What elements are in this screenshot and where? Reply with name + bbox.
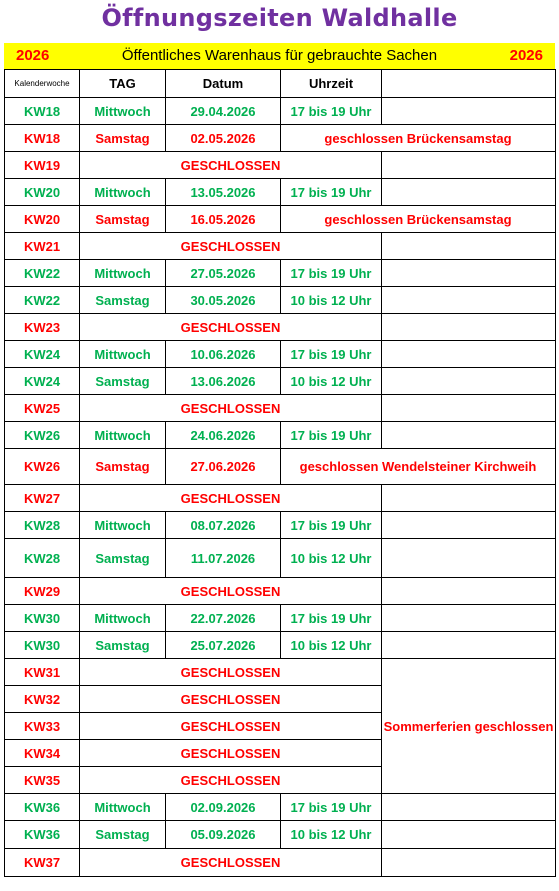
blank-cell (382, 314, 556, 341)
date-cell: 08.07.2026 (166, 512, 281, 539)
date-cell: 22.07.2026 (166, 605, 281, 632)
blank-cell (382, 539, 556, 578)
kw-cell: KW18 (5, 98, 80, 125)
blank-cell (382, 821, 556, 849)
blank-cell (382, 260, 556, 287)
closed-cell: GESCHLOSSEN (80, 767, 382, 794)
table-row (5, 368, 556, 395)
schedule-body (5, 98, 556, 877)
table-row (5, 659, 556, 686)
date-cell: 27.06.2026 (166, 449, 281, 485)
table-row (5, 512, 556, 539)
closed-cell: GESCHLOSSEN (80, 485, 382, 512)
blank-cell (382, 287, 556, 314)
closed-cell: GESCHLOSSEN (80, 713, 382, 740)
blank-cell (382, 632, 556, 659)
kw-cell: KW37 (5, 849, 80, 877)
time-cell: 10 bis 12 Uhr (281, 368, 382, 395)
blank-cell (382, 179, 556, 206)
kw-cell: KW20 (5, 206, 80, 233)
table-row (5, 794, 556, 821)
tag-cell: Mittwoch (80, 341, 166, 368)
tag-cell: Mittwoch (80, 260, 166, 287)
kw-cell: KW20 (5, 179, 80, 206)
tag-cell: Samstag (80, 287, 166, 314)
time-cell: 10 bis 12 Uhr (281, 632, 382, 659)
kw-cell: KW28 (5, 512, 80, 539)
header-tag: TAG (80, 70, 166, 98)
time-cell: 17 bis 19 Uhr (281, 341, 382, 368)
tag-cell: Samstag (80, 539, 166, 578)
blank-cell (382, 512, 556, 539)
tag-cell: Mittwoch (80, 794, 166, 821)
note-cell: geschlossen Brückensamstag (281, 125, 556, 152)
date-cell: 25.07.2026 (166, 632, 281, 659)
table-row (5, 578, 556, 605)
kw-cell: KW24 (5, 368, 80, 395)
blank-cell (382, 152, 556, 179)
blank-cell (382, 98, 556, 125)
kw-cell: KW25 (5, 395, 80, 422)
table-row (5, 341, 556, 368)
banner-year-right: 2026 (509, 47, 543, 64)
kw-cell: KW33 (5, 713, 80, 740)
tag-cell: Samstag (80, 632, 166, 659)
blank-cell (382, 794, 556, 821)
kw-cell: KW19 (5, 152, 80, 179)
table-row (5, 849, 556, 877)
blank-cell (382, 422, 556, 449)
header-banner (4, 43, 555, 70)
tag-cell: Mittwoch (80, 179, 166, 206)
blank-cell (382, 395, 556, 422)
header-uhrzeit: Uhrzeit (281, 70, 382, 98)
banner-text: Öffentliches Warenhaus für gebrauchte Sachen (121, 47, 438, 64)
table-row (5, 449, 556, 485)
date-cell: 02.09.2026 (166, 794, 281, 821)
kw-cell: KW23 (5, 314, 80, 341)
tag-cell: Mittwoch (80, 512, 166, 539)
blank-cell (382, 485, 556, 512)
kw-cell: KW18 (5, 125, 80, 152)
kw-cell: KW24 (5, 341, 80, 368)
date-cell: 24.06.2026 (166, 422, 281, 449)
tag-cell: Samstag (80, 206, 166, 233)
table-row (5, 605, 556, 632)
header-blank (382, 70, 556, 98)
table-row (5, 287, 556, 314)
table-row (5, 98, 556, 125)
table-row (5, 539, 556, 578)
date-cell: 30.05.2026 (166, 287, 281, 314)
date-cell: 02.05.2026 (166, 125, 281, 152)
table-row (5, 260, 556, 287)
header-kalenderwoche: Kalenderwoche (5, 70, 80, 98)
header-row (5, 70, 556, 98)
kw-cell: KW26 (5, 422, 80, 449)
schedule-table (4, 69, 556, 877)
table-row (5, 632, 556, 659)
tag-cell: Mittwoch (80, 605, 166, 632)
closed-cell: GESCHLOSSEN (80, 686, 382, 713)
kw-cell: KW29 (5, 578, 80, 605)
closed-cell: GESCHLOSSEN (80, 395, 382, 422)
kw-cell: KW27 (5, 485, 80, 512)
table-row (5, 422, 556, 449)
blank-cell (382, 368, 556, 395)
closed-cell: GESCHLOSSEN (80, 152, 382, 179)
time-cell: 10 bis 12 Uhr (281, 539, 382, 578)
table-row (5, 485, 556, 512)
kw-cell: KW30 (5, 632, 80, 659)
note-cell: geschlossen Wendelsteiner Kirchweih (281, 449, 556, 485)
closed-cell: GESCHLOSSEN (80, 233, 382, 260)
kw-cell: KW22 (5, 260, 80, 287)
date-cell: 10.06.2026 (166, 341, 281, 368)
date-cell: 11.07.2026 (166, 539, 281, 578)
summer-note-cell: Sommerferien geschlossen (382, 659, 556, 794)
kw-cell: KW36 (5, 794, 80, 821)
blank-cell (382, 605, 556, 632)
tag-cell: Samstag (80, 449, 166, 485)
closed-cell: GESCHLOSSEN (80, 314, 382, 341)
banner-year-left: 2026 (16, 47, 50, 64)
time-cell: 17 bis 19 Uhr (281, 179, 382, 206)
closed-cell: GESCHLOSSEN (80, 740, 382, 767)
date-cell: 27.05.2026 (166, 260, 281, 287)
closed-cell: GESCHLOSSEN (80, 659, 382, 686)
blank-cell (382, 233, 556, 260)
time-cell: 17 bis 19 Uhr (281, 512, 382, 539)
time-cell: 17 bis 19 Uhr (281, 260, 382, 287)
tag-cell: Samstag (80, 125, 166, 152)
header-datum: Datum (166, 70, 281, 98)
page-title: Öffnungszeiten Waldhalle (101, 4, 458, 32)
note-cell: geschlossen Brückensamstag (281, 206, 556, 233)
tag-cell: Samstag (80, 368, 166, 395)
date-cell: 05.09.2026 (166, 821, 281, 849)
date-cell: 16.05.2026 (166, 206, 281, 233)
blank-cell (382, 578, 556, 605)
table-row (5, 233, 556, 260)
date-cell: 29.04.2026 (166, 98, 281, 125)
time-cell: 17 bis 19 Uhr (281, 605, 382, 632)
table-row (5, 821, 556, 849)
time-cell: 10 bis 12 Uhr (281, 287, 382, 314)
table-row (5, 206, 556, 233)
kw-cell: KW30 (5, 605, 80, 632)
kw-cell: KW34 (5, 740, 80, 767)
tag-cell: Mittwoch (80, 422, 166, 449)
tag-cell: Samstag (80, 821, 166, 849)
table-row (5, 179, 556, 206)
time-cell: 17 bis 19 Uhr (281, 794, 382, 821)
table-row (5, 395, 556, 422)
blank-cell (382, 341, 556, 368)
closed-cell: GESCHLOSSEN (80, 578, 382, 605)
kw-cell: KW36 (5, 821, 80, 849)
kw-cell: KW35 (5, 767, 80, 794)
blank-cell (382, 849, 556, 877)
tag-cell: Mittwoch (80, 98, 166, 125)
kw-cell: KW21 (5, 233, 80, 260)
kw-cell: KW32 (5, 686, 80, 713)
table-row (5, 152, 556, 179)
time-cell: 17 bis 19 Uhr (281, 422, 382, 449)
kw-cell: KW26 (5, 449, 80, 485)
kw-cell: KW22 (5, 287, 80, 314)
table-row (5, 314, 556, 341)
table-row (5, 125, 556, 152)
kw-cell: KW28 (5, 539, 80, 578)
kw-cell: KW31 (5, 659, 80, 686)
time-cell: 17 bis 19 Uhr (281, 98, 382, 125)
date-cell: 13.06.2026 (166, 368, 281, 395)
closed-cell: GESCHLOSSEN (80, 849, 382, 877)
time-cell: 10 bis 12 Uhr (281, 821, 382, 849)
date-cell: 13.05.2026 (166, 179, 281, 206)
